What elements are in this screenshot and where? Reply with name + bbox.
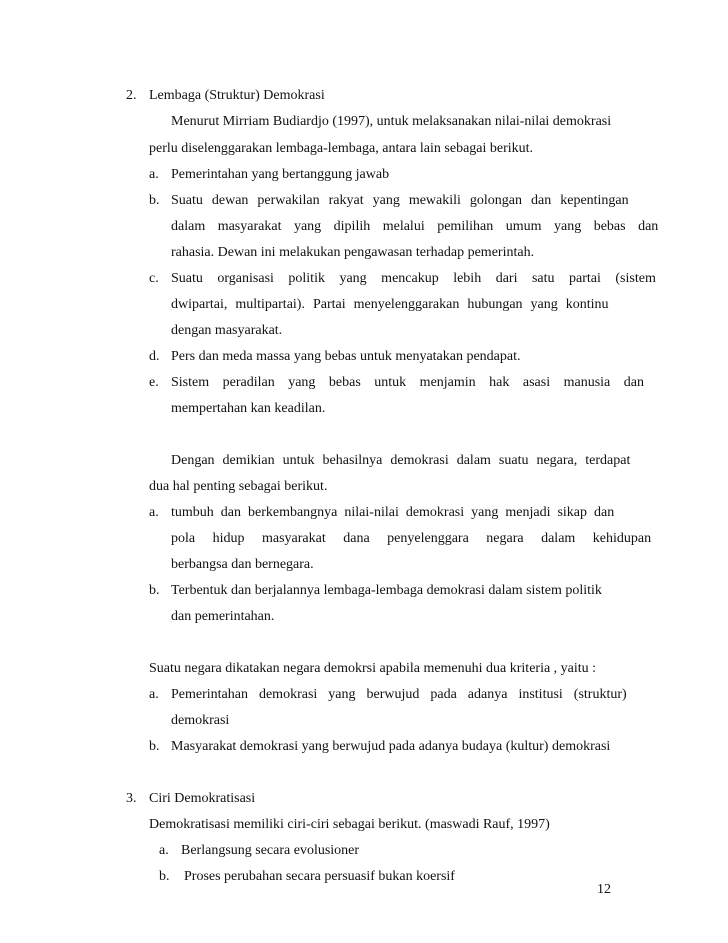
list-marker: b.: [149, 583, 160, 598]
list-item: Masyarakat demokrasi yang berwujud pada adanya budaya (kultur) demokrasi: [171, 739, 611, 754]
list-item: Suatu dewan perwakilan rakyat yang mewakili golongan dan kepentingan: [171, 193, 629, 208]
list-item: Proses perubahan secara persuasif bukan koersif: [184, 869, 455, 884]
list-item: Suatu organisasi politik yang mencakup lebih dari satu partai (sistem: [171, 271, 656, 286]
list-marker: a.: [149, 505, 159, 520]
list-item: tumbuh dan berkembangnya nilai-nilai demokrasi yang menjadi sikap dan: [171, 505, 615, 520]
list-item-cont: dengan masyarakat.: [171, 323, 283, 338]
section-number: 2.: [126, 88, 137, 103]
list-item: Pemerintahan yang bertanggung jawab: [171, 167, 390, 182]
paragraph-line: Demokratisasi memiliki ciri-ciri sebagai berikut. (maswadi Rauf, 1997): [149, 817, 550, 832]
list-marker: a.: [149, 687, 159, 702]
list-marker: c.: [149, 271, 159, 286]
paragraph-text: Menurut Mirriam Budiardjo (1997), untuk melaksanakan nilai-nilai demokrasi: [171, 114, 612, 129]
list-item-cont: mempertahan kan keadilan.: [171, 401, 326, 416]
list-marker: b.: [159, 869, 170, 884]
list-item: Pers dan meda massa yang bebas untuk menyatakan pendapat.: [171, 349, 521, 364]
section-title: Ciri Demokratisasi: [149, 791, 256, 806]
paragraph-line: Suatu negara dikatakan negara demokrsi apabila memenuhi dua kriteria , yaitu :: [149, 661, 597, 676]
intro-line-1: [171, 113, 620, 131]
list-item: Terbentuk dan berjalannya lembaga-lembaga demokrasi dalam sistem politik: [171, 583, 602, 598]
list-item-cont: dan pemerintahan.: [171, 609, 275, 624]
list-marker: b.: [149, 739, 160, 754]
section-title: Lembaga (Struktur) Demokrasi: [149, 88, 325, 103]
list-item-cont: dwipartai, multipartai). Partai menyelenggarakan hubungan yang kontinu: [171, 297, 609, 312]
list-item: Sistem peradilan yang bebas untuk menjamin hak asasi manusia dan: [171, 375, 644, 390]
list-item-cont: dalam masyarakat yang dipilih melalui pemilihan umum yang bebas dan: [171, 219, 659, 234]
list-marker: a.: [159, 843, 169, 858]
paragraph-line: dua hal penting sebagai berikut.: [149, 479, 328, 494]
list-item-cont: pola hidup masyarakat dana penyelenggara negara dalam kehidupan: [171, 531, 652, 546]
list-marker: d.: [149, 349, 160, 364]
list-item: Pemerintahan demokrasi yang berwujud pada adanya institusi (struktur): [171, 687, 627, 702]
list-item-cont: demokrasi: [171, 713, 230, 728]
list-item: Berlangsung secara evolusioner: [181, 843, 360, 858]
page-number: 12: [597, 882, 611, 897]
section-number: 3.: [126, 791, 137, 806]
list-marker: a.: [149, 167, 159, 182]
list-marker: b.: [149, 193, 160, 208]
list-item-cont: berbangsa dan bernegara.: [171, 557, 314, 572]
intro-line-2: perlu diselenggarakan lembaga-lembaga, antara lain sebagai berikut.: [149, 141, 534, 156]
paragraph-line: Dengan demikian untuk behasilnya demokrasi dalam suatu negara, terdapat: [171, 453, 631, 468]
list-item-cont: rahasia. Dewan ini melakukan pengawasan terhadap pemerintah.: [171, 245, 535, 260]
list-marker: e.: [149, 375, 159, 390]
